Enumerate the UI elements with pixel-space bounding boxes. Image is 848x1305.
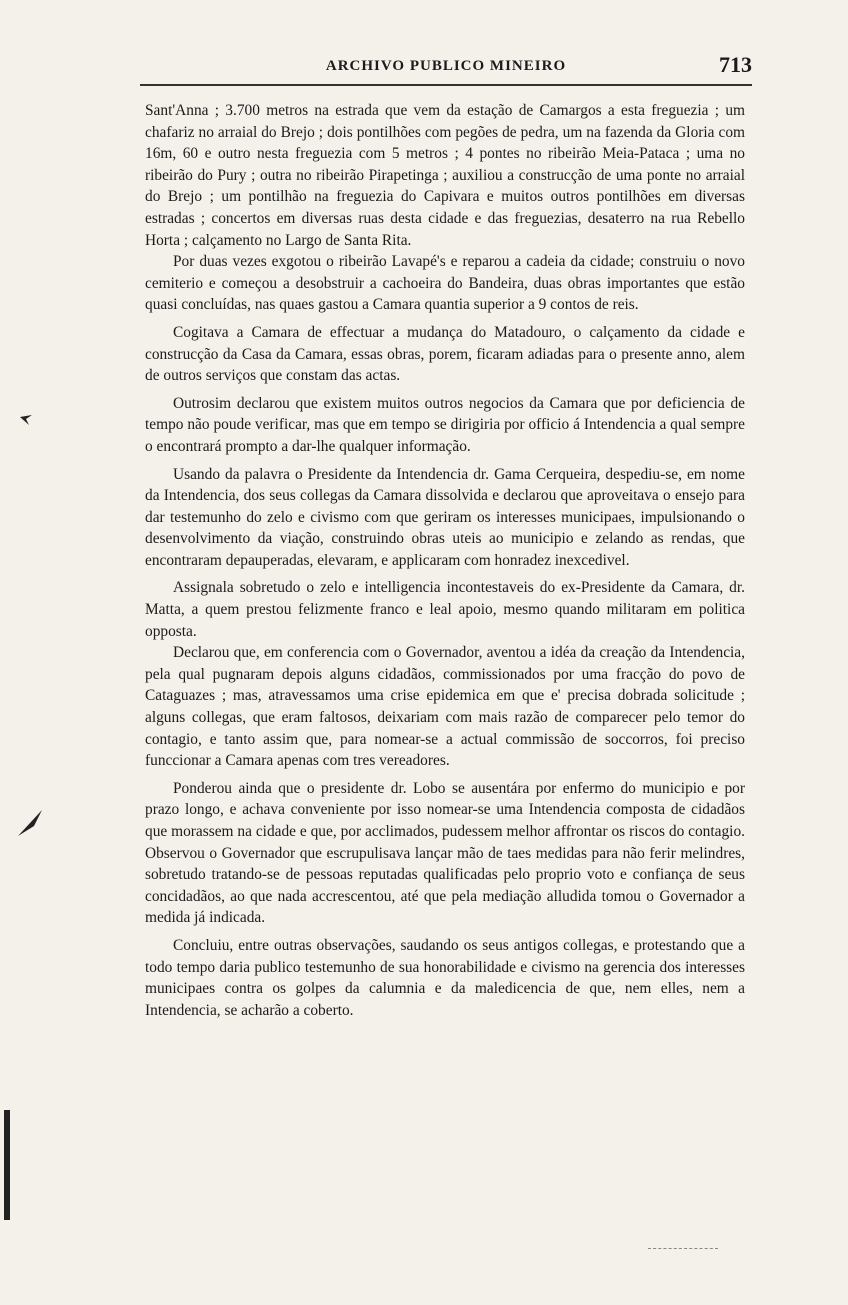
body-text <box>145 100 745 1021</box>
paragraph: Assignala sobretudo o zelo e intelligencia incontestaveis do ex-Presidente da Camara, dr. Matta, a quem prestou felizmente franco e leal apoio, mesmo quando militaram em politica opposta. <box>145 579 745 640</box>
margin-ink-mark <box>4 1110 10 1220</box>
paragraph: Declarou que, em conferencia com o Governador, aventou a idéa da creação da Intendencia, pela qual pugnaram depois alguns cidadãos, commissionados por uma fracção do povo de Cataguazes ; mas, atravessamos uma crise epidemica em que e' precisa dobrada solicitude ; alguns collegas, que eram faltosos, deixariam com mais razão de comparecer pelo temor do contagio, e tanto assim que, para nomear-se a actual commissão de soccorros, foi preciso funccionar a Camara apenas com tres vereadores. <box>145 644 745 770</box>
margin-ink-mark <box>648 1248 718 1249</box>
page-number: 713 <box>719 52 752 77</box>
paragraph: Concluiu, entre outras observações, saudando os seus antigos collegas, e protestando que a todo tempo daria publico testemunho de sua honorabilidade e civismo na gerencia dos interesses municipaes contra os golpes da calumnia e da maledicencia de que, nem elles, nem a Intendencia, se acharão a coberto. <box>145 936 745 1019</box>
header-rule <box>140 84 752 86</box>
margin-ink-mark <box>18 810 42 836</box>
paragraph: Cogitava a Camara de effectuar a mudança do Matadouro, o calçamento da cidade e construcção da Casa da Camara, essas obras, porem, ficaram adiadas para o presente anno, alem de outros serviços que constam das actas. <box>145 323 745 385</box>
margin-ink-mark <box>20 415 34 425</box>
running-head <box>140 52 752 82</box>
paragraph: Sant'Anna ; 3.700 metros na estrada que vem da estação de Camargos a esta freguezia ; um chafariz no arraial do Brejo ; dois pontilhões com pegões de pedra, um na fazenda da Gloria com 16m, 60 e outro nesta freguezia com 5 metros ; 4 pontes no ribeirão Meia-Pataca ; uma no ribeirão do Pury ; outra no ribeirão Pirapetinga ; auxiliou a construcção de uma ponte no arraial do Brejo ; um pontilhão na freguezia do Capivara e muitos outros pontilhões em diversas estradas ; concertos em diversas ruas desta cidade e das freguezias, desaterro na rua Rebello Horta ; calçamento no Largo de Santa Rita. <box>145 102 745 249</box>
paragraph: Ponderou ainda que o presidente dr. Lobo se ausentára por enfermo do municipio e por prazo longo, e achava conveniente por isso nomear-se uma Intendencia composta de cidadãos que morassem na cidade e que, por acclimados, pudessem melhor affrontar os riscos do contagio. Observou o Governador que escrupulisava lançar mão de taes medidas para não ferir melindres, sobretudo tratando-se de pessoas reputadas qualificadas pelo proprio voto e confiança de seus concidadãos, ao que nada accrescentou, até que pela mediação alludida tomou o Governador a medida já indicada. <box>145 779 745 927</box>
running-head-title: ARCHIVO PUBLICO MINEIRO <box>325 58 567 74</box>
paragraph: Usando da palavra o Presidente da Intendencia dr. Gama Cerqueira, despediu-se, em nome da Intendencia, dos seus collegas da Camara dissolvida e declarou que aproveitava o ensejo para dar testemunho do zelo e civismo com que geriram os interesses municipaes, impulsionando o desenvolvimento da viação, construindo obras uteis ao municipio e zelando as rendas, que encontraram depauperadas, elevaram, e applicaram com honradez inexcedivel. <box>145 465 745 569</box>
paragraph: Outrosim declarou que existem muitos outros negocios da Camara que por deficiencia de tempo não poude verificar, mas que em tempo se dirigiria por officio á Intendencia a qual sempre o encontrará prompto a dar-lhe qualquer informação. <box>145 394 745 455</box>
paragraph: Por duas vezes exgotou o ribeirão Lavapé's e reparou a cadeia da cidade; construiu o novo cemiterio e começou a desobstruir a cachoeira do Bandeira, duas obras importantes que estão quasi concluídas, nas quaes gastou a Camara quantia superior a 9 contos de reis. <box>145 253 745 314</box>
